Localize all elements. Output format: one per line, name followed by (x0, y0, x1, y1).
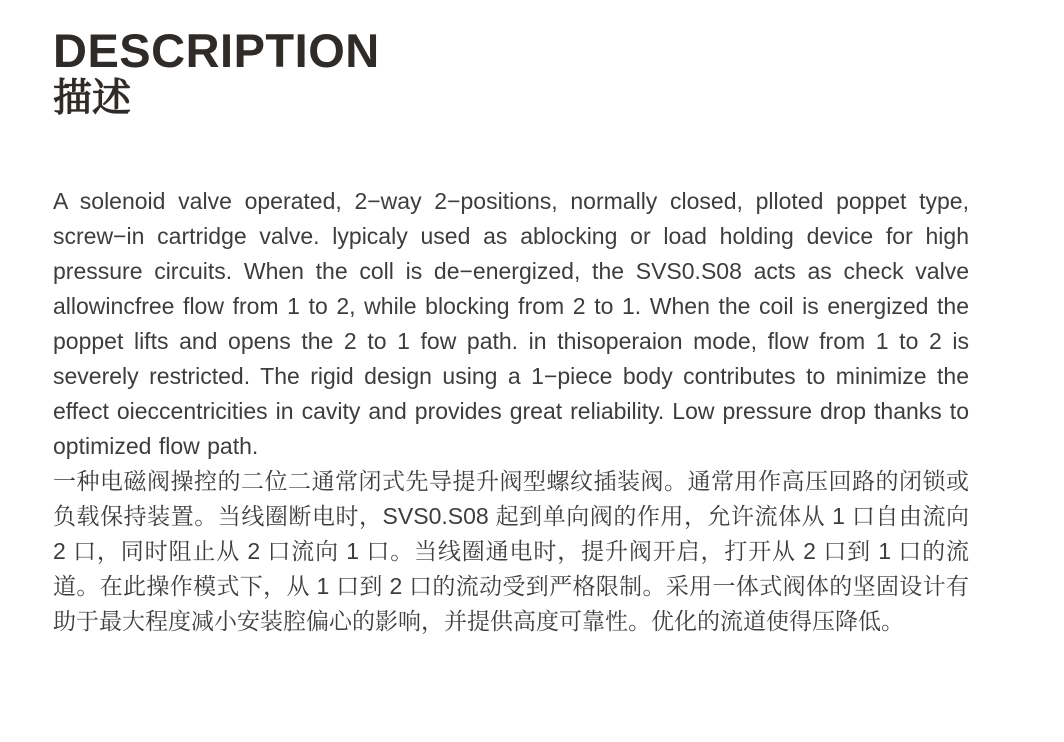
section-title-chinese: 描述 (53, 77, 132, 121)
description-paragraph-english: A solenoid valve operated, 2−way 2−positions, normally closed, plloted poppet type, screw−in cartridge valve. lypicaly used as ablocking or load holding device for high pressure circuits. When the coll is de−energized, the SVS0.S08 acts as check valve allowincfree flow from 1 to 2, while blocking from 2 to 1. When the coil is energized the poppet lifts and opens the 2 to 1 fow path. in thisoperaion mode, flow from 1 to 2 is severely restricted. The rigid design using a 1−piece body contributes to minimize the effect oieccentricities in cavity and provides great reliability. Low pressure drop thanks to optimized flow path. (53, 188, 969, 460)
description-section (53, 26, 969, 639)
description-body (53, 184, 969, 639)
section-title-english: DESCRIPTION (53, 24, 380, 77)
description-paragraph-chinese: 一种电磁阀操控的二位二通常闭式先导提升阀型螺纹插装阀。通常用作高压回路的闭锁或负载保持装置。当线圈断电时，SVS0.S08 起到单向阀的作用，允许流体从 1 口自由流向 2 口，同时阻止从 2 口流向 1 口。当线圈通电时，提升阀开启，打开从 2 口到 1 口的流道。在此操作模式下，从 1 口到 2 口的流动受到严格限制。采用一体式阀体的坚固设计有助于最大程度减小安装腔偏心的影响，并提供高度可靠性。优化的流道使得压降低。 (53, 468, 969, 635)
